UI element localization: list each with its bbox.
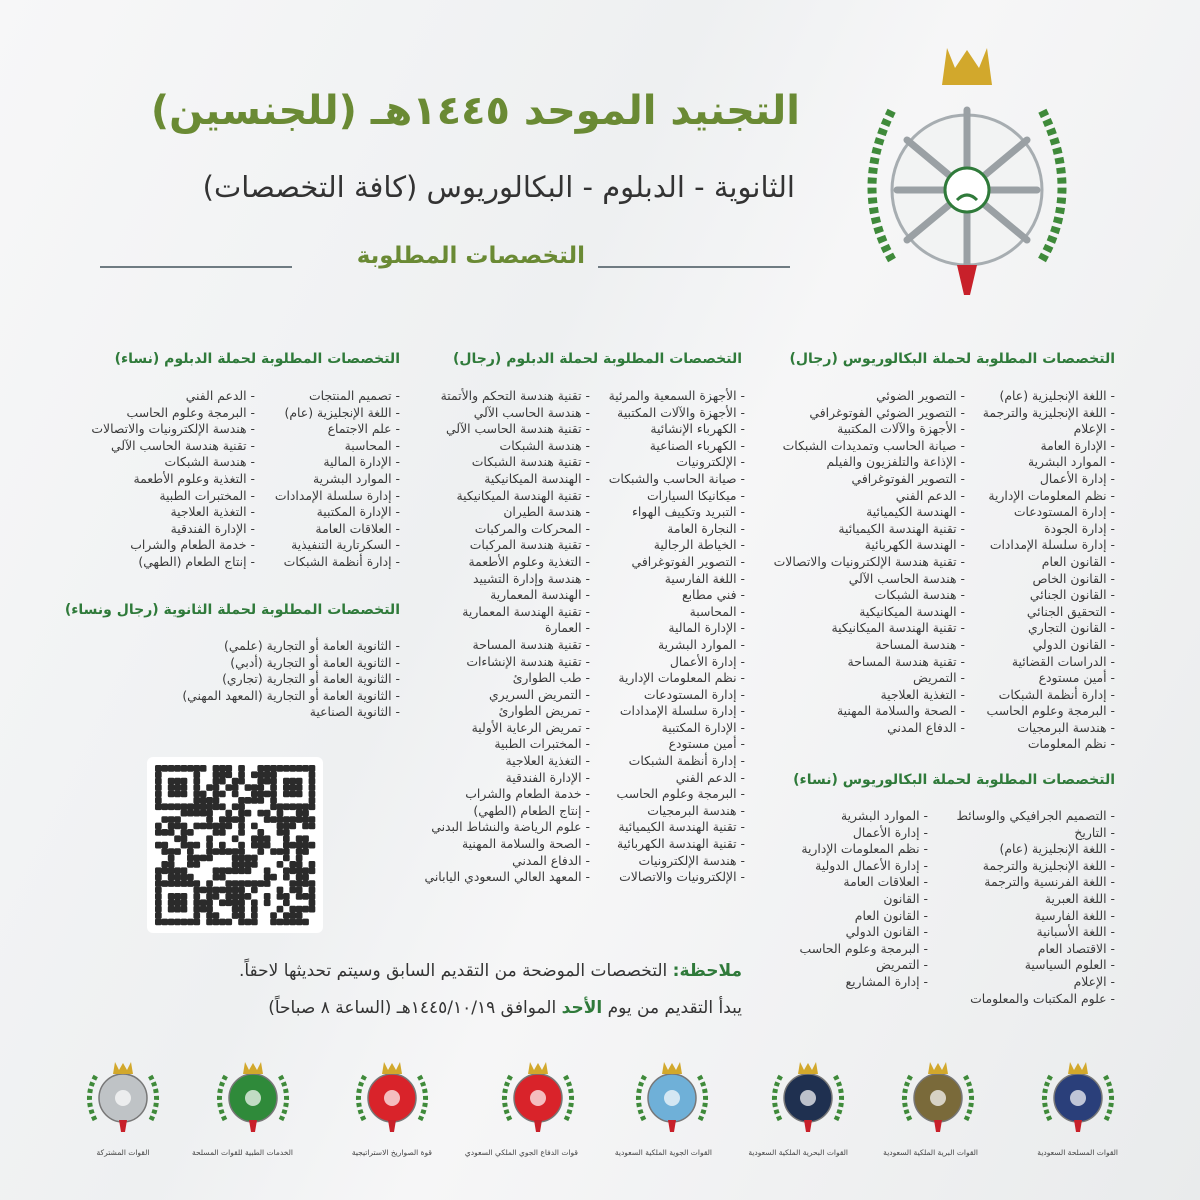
list-item: - ميكانيكا السيارات xyxy=(609,488,745,505)
list-item: - المختبرات الطبية xyxy=(91,488,255,505)
list-item: - القانون xyxy=(800,891,928,908)
list-item: - اللغة الإنجليزية (عام) xyxy=(275,405,400,422)
force-logo-label: قوة الصواريخ الاستراتيجية xyxy=(351,1148,432,1157)
divider-right xyxy=(598,266,790,268)
list-item: - الصحة والسلامة المهنية xyxy=(425,836,590,853)
page-subtitle: الثانوية - الدبلوم - البكالوريوس (كافة التخصصات) xyxy=(202,170,795,204)
list-item: - هندسة الحاسب الآلي xyxy=(774,571,965,588)
list-item: - التحقيق الجنائي xyxy=(983,604,1115,621)
list-item: - الهندسة المعمارية xyxy=(425,587,590,604)
list-item: - تمريض الرعاية الأولية xyxy=(425,720,590,737)
main-emblem xyxy=(852,40,1082,302)
list-item: - خدمة الطعام والشراب xyxy=(91,537,255,554)
qr-code-icon xyxy=(147,757,323,933)
list-item: - الدعم الفني xyxy=(609,770,745,787)
note-label: ملاحظة: xyxy=(672,961,742,981)
section-title-bachelor-women: التخصصات المطلوبة لحملة البكالوريوس (نساء) xyxy=(793,772,1115,788)
list-item: - هندسة الإلكترونيات والاتصالات xyxy=(91,421,255,438)
list-item: - اللغة الفرنسية والترجمة xyxy=(957,874,1115,891)
list-item: - هندسة الحاسب الآلي xyxy=(425,405,590,422)
list-item: - هندسة وإدارة التشييد xyxy=(425,571,590,588)
list-item: - أمين مستودع xyxy=(609,736,745,753)
list-item: - نظم المعلومات الإدارية xyxy=(609,670,745,687)
page-title: التجنيد الموحد ١٤٤٥هـ (للجنسين) xyxy=(150,88,800,134)
list-item: - العلاقات العامة xyxy=(275,521,400,538)
force-logo xyxy=(883,1058,978,1157)
list-item: - تقنية الهندسة الكهربائية xyxy=(609,836,745,853)
list-item: - التمريض xyxy=(800,957,928,974)
list-item: - علوم الرياضة والنشاط البدني xyxy=(425,819,590,836)
force-logo xyxy=(614,1058,712,1157)
list-item: - القانون العام xyxy=(983,554,1115,571)
list-item: - تقنية هندسة المساحة xyxy=(774,654,965,671)
list-item: - إدارة أنظمة الشبكات xyxy=(983,687,1115,704)
qr-code[interactable] xyxy=(147,757,323,933)
list-item: - التمريض السريري xyxy=(425,687,590,704)
list-item: - التمريض xyxy=(774,670,965,687)
list-item: - علوم المكتبات والمعلومات xyxy=(957,991,1115,1008)
list-item: - تمريض الطوارئ xyxy=(425,703,590,720)
list-item: - إدارة الأعمال xyxy=(983,471,1115,488)
required-specializations-heading: التخصصات المطلوبة xyxy=(356,243,585,269)
list-item: - إنتاج الطعام (الطهي) xyxy=(425,803,590,820)
list-item: - الإدارة المالية xyxy=(275,454,400,471)
list-item: - تقنية الهندسة الكيميائية xyxy=(609,819,745,836)
list-item: - الهندسة الميكانيكية xyxy=(425,471,590,488)
list-item: - الثانوية العامة أو التجارية (أدبي) xyxy=(182,655,400,672)
list-item: - المحاسبة xyxy=(275,438,400,455)
list-item: - القانون الدولي xyxy=(800,924,928,941)
list-item: - البرمجة وعلوم الحاسب xyxy=(609,786,745,803)
start-date-line xyxy=(268,998,742,1018)
list-item: - الصحة والسلامة المهنية xyxy=(774,703,965,720)
list-item: - إدارة سلسلة الإمدادات xyxy=(609,703,745,720)
force-logo xyxy=(748,1058,848,1157)
section-title-diploma-women: التخصصات المطلوبة لحملة الدبلوم (نساء) xyxy=(114,351,400,367)
list-item: - الثانوية العامة أو التجارية (علمي) xyxy=(182,638,400,655)
force-logo xyxy=(83,1058,163,1157)
list-item: - الأجهزة والآلات المكتبية xyxy=(774,421,965,438)
list-item: - الإعلام xyxy=(957,974,1115,991)
list-item: - الإلكترونيات xyxy=(609,454,745,471)
bachelor-men-list-1 xyxy=(983,388,1115,753)
list-item: - هندسة الشبكات xyxy=(425,438,590,455)
list-item: - الكهرباء الإنشائية xyxy=(609,421,745,438)
list-item: - البرمجة وعلوم الحاسب xyxy=(91,405,255,422)
list-item: - التصوير الفوتوغرافي xyxy=(609,554,745,571)
list-item: - اللغة الإنجليزية والترجمة xyxy=(983,405,1115,422)
list-item: - الدعم الفني xyxy=(774,488,965,505)
list-item: - تقنية هندسة المساحة xyxy=(425,637,590,654)
force-logo-label: القوات الجوية الملكية السعودية xyxy=(614,1148,712,1157)
list-item: - القانون التجاري xyxy=(983,620,1115,637)
list-item: - نظم المعلومات الإدارية xyxy=(800,841,928,858)
list-item: - القانون الجنائي xyxy=(983,587,1115,604)
list-item: - إدارة المستودعات xyxy=(609,687,745,704)
list-item: - إدارة المستودعات xyxy=(983,504,1115,521)
bachelor-women-list-1 xyxy=(957,808,1115,1007)
list-item: - الإدارة المالية xyxy=(609,620,745,637)
list-item: - إدارة الجودة xyxy=(983,521,1115,538)
list-item: - التغذية العلاجية xyxy=(774,687,965,704)
list-item: - الموارد البشرية xyxy=(800,808,928,825)
list-item: - الثانوية العامة أو التجارية (المعهد المهني) xyxy=(182,688,400,705)
list-item: - العلاقات العامة xyxy=(800,874,928,891)
list-item: - الإدارة العامة xyxy=(983,438,1115,455)
list-item: - الموارد البشرية xyxy=(275,471,400,488)
list-item: - هندسة الشبكات xyxy=(774,587,965,604)
list-item: - الموارد البشرية xyxy=(983,454,1115,471)
list-item: - الكهرباء الصناعية xyxy=(609,438,745,455)
list-item: - إدارة سلسلة الإمدادات xyxy=(983,537,1115,554)
list-item: - اللغة الإنجليزية (عام) xyxy=(957,841,1115,858)
list-item: - التاريخ xyxy=(957,825,1115,842)
emblem-icon xyxy=(768,1058,848,1136)
emblem-icon xyxy=(1038,1058,1118,1136)
force-logo xyxy=(352,1058,432,1157)
list-item: - القانون الدولي xyxy=(983,637,1115,654)
bachelor-women-list-2 xyxy=(800,808,928,991)
list-item: - هندسة الإلكترونيات xyxy=(609,853,745,870)
list-item: - الإذاعة والتلفزيون والفيلم xyxy=(774,454,965,471)
list-item: - التغذية وعلوم الأطعمة xyxy=(91,471,255,488)
section-title-bachelor-men: التخصصات المطلوبة لحملة البكالوريوس (رجال) xyxy=(789,351,1115,367)
secondary-list xyxy=(182,638,400,721)
list-item: - إدارة أنظمة الشبكات xyxy=(609,753,745,770)
force-logo-label: الخدمات الطبية للقوات المسلحة xyxy=(191,1148,293,1157)
list-item: - إنتاج الطعام (الطهي) xyxy=(91,554,255,571)
list-item: - المحاسبة xyxy=(609,604,745,621)
divider-left xyxy=(100,266,292,268)
list-item: - أمين مستودع xyxy=(983,670,1115,687)
note-text: التخصصات الموضحة من التقديم السابق وسيتم تحديثها لاحقاً. xyxy=(238,961,673,981)
list-item: - تقنية هندسة الشبكات xyxy=(425,454,590,471)
list-item: - الإدارة الفندقية xyxy=(425,770,590,787)
list-item: - المعهد العالي السعودي الياباني xyxy=(425,869,590,886)
list-item: - اللغة الفارسية xyxy=(609,571,745,588)
list-item: - العمارة xyxy=(425,620,590,637)
list-item: - التبريد وتكييف الهواء xyxy=(609,504,745,521)
list-item: - الإدارة المكتبية xyxy=(275,504,400,521)
diploma-women-list-1 xyxy=(275,388,400,571)
list-item: - الدفاع المدني xyxy=(425,853,590,870)
force-logo xyxy=(1038,1058,1118,1157)
list-item: - التصميم الجرافيكي والوسائط xyxy=(957,808,1115,825)
list-item: - الإلكترونيات والاتصالات xyxy=(609,869,745,886)
list-item: - هندسة الشبكات xyxy=(91,454,255,471)
list-item: - التصوير الضوئي xyxy=(774,388,965,405)
start-day: الأحد xyxy=(561,998,603,1018)
start-prefix: يبدأ التقديم من يوم xyxy=(602,998,742,1018)
list-item: - تقنية هندسة المركبات xyxy=(425,537,590,554)
list-item: - المختبرات الطبية xyxy=(425,736,590,753)
list-item: - اللغة الإنجليزية والترجمة xyxy=(957,858,1115,875)
list-item: - الهندسة الميكانيكية xyxy=(774,604,965,621)
list-item: - الموارد البشرية xyxy=(609,637,745,654)
list-item: - السكرتارية التنفيذية xyxy=(275,537,400,554)
list-item: - تقنية هندسة التحكم والأتمتة xyxy=(425,388,590,405)
list-item: - النجارة العامة xyxy=(609,521,745,538)
list-item: - التصوير الفوتوغرافي xyxy=(774,471,965,488)
emblem-icon xyxy=(83,1058,163,1136)
diploma-men-list-1 xyxy=(609,388,745,886)
list-item: - الإدارة الفندقية xyxy=(91,521,255,538)
force-logo xyxy=(191,1058,293,1157)
list-item: - تصميم المنتجات xyxy=(275,388,400,405)
list-item: - الإدارة المكتبية xyxy=(609,720,745,737)
list-item: - الدراسات القضائية xyxy=(983,654,1115,671)
list-item: - اللغة العبرية xyxy=(957,891,1115,908)
bachelor-men-list-2 xyxy=(774,388,965,736)
list-item: - التغذية وعلوم الأطعمة xyxy=(425,554,590,571)
list-item: - الخياطة الرجالية xyxy=(609,537,745,554)
list-item: - نظم المعلومات الإدارية xyxy=(983,488,1115,505)
emblem-icon xyxy=(632,1058,712,1136)
list-item: - إدارة المشاريع xyxy=(800,974,928,991)
list-item: - هندسة البرمجيات xyxy=(609,803,745,820)
force-logo xyxy=(464,1058,578,1157)
force-logo-label: القوات المشتركة xyxy=(96,1148,150,1157)
emblem-icon xyxy=(498,1058,578,1136)
list-item: - اللغة الأسبانية xyxy=(957,924,1115,941)
list-item: - الدعم الفني xyxy=(91,388,255,405)
list-item: - تقنية الهندسة الكيميائية xyxy=(774,521,965,538)
list-item: - القانون العام xyxy=(800,908,928,925)
emblem-icon xyxy=(898,1058,978,1136)
list-item: - إدارة الأعمال الدولية xyxy=(800,858,928,875)
list-item: - هندسة البرمجيات xyxy=(983,720,1115,737)
list-item: - الاقتصاد العام xyxy=(957,941,1115,958)
list-item: - العلوم السياسية xyxy=(957,957,1115,974)
list-item: - علم الاجتماع xyxy=(275,421,400,438)
section-title-diploma-men: التخصصات المطلوبة لحملة الدبلوم (رجال) xyxy=(452,351,742,367)
list-item: - التصوير الضوئي الفوتوغرافي xyxy=(774,405,965,422)
list-item: - طب الطوارئ xyxy=(425,670,590,687)
list-item: - تقنية هندسة الحاسب الآلي xyxy=(91,438,255,455)
list-item: - الثانوية الصناعية xyxy=(182,704,400,721)
list-item: - تقنية الهندسة المعمارية xyxy=(425,604,590,621)
force-logo-label: قوات الدفاع الجوي الملكي السعودي xyxy=(464,1148,578,1157)
list-item: - البرمجة وعلوم الحاسب xyxy=(800,941,928,958)
list-item: - الهندسة الكيميائية xyxy=(774,504,965,521)
emblem-icon xyxy=(213,1058,293,1136)
diploma-men-list-2 xyxy=(425,388,590,886)
list-item: - الدفاع المدني xyxy=(774,720,965,737)
list-item: - المحركات والمركبات xyxy=(425,521,590,538)
list-item: - صيانة الحاسب والشبكات xyxy=(609,471,745,488)
list-item: - إدارة أنظمة الشبكات xyxy=(275,554,400,571)
list-item: - الأجهزة السمعية والمرئية xyxy=(609,388,745,405)
start-date: الموافق ١٤٤٥/١٠/١٩هـ (الساعة ٨ صباحاً) xyxy=(268,998,562,1018)
section-title-secondary: التخصصات المطلوبة لحملة الثانوية (رجال ونساء) xyxy=(64,602,400,618)
list-item: - تقنية هندسة الإنشاءات xyxy=(425,654,590,671)
list-item: - التغذية العلاجية xyxy=(91,504,255,521)
list-item: - إدارة سلسلة الإمدادات xyxy=(275,488,400,505)
note-line xyxy=(239,961,742,981)
list-item: - هندسة المساحة xyxy=(774,637,965,654)
list-item: - صيانة الحاسب وتمديدات الشبكات xyxy=(774,438,965,455)
list-item: - البرمجة وعلوم الحاسب xyxy=(983,703,1115,720)
list-item: - تقنية هندسة الحاسب الآلي xyxy=(425,421,590,438)
diploma-women-list-2 xyxy=(91,388,255,571)
list-item: - الإعلام xyxy=(983,421,1115,438)
list-item: - هندسة الطيران xyxy=(425,504,590,521)
list-item: - الهندسة الكهربائية xyxy=(774,537,965,554)
force-logo-label: القوات البرية الملكية السعودية xyxy=(883,1148,978,1157)
list-item: - تقنية الهندسة الميكانيكية xyxy=(425,488,590,505)
list-item: - خدمة الطعام والشراب xyxy=(425,786,590,803)
list-item: - نظم المعلومات xyxy=(983,736,1115,753)
list-item: - تقنية الهندسة الميكانيكية xyxy=(774,620,965,637)
force-logo-label: القوات البحرية الملكية السعودية xyxy=(748,1148,848,1157)
list-item: - إدارة الأعمال xyxy=(609,654,745,671)
list-item: - تقنية هندسة الإلكترونيات والاتصالات xyxy=(774,554,965,571)
list-item: - إدارة الأعمال xyxy=(800,825,928,842)
force-logo-label: القوات المسلحة السعودية xyxy=(1037,1148,1118,1157)
list-item: - التغذية العلاجية xyxy=(425,753,590,770)
list-item: - الأجهزة والآلات المكتبية xyxy=(609,405,745,422)
list-item: - فني مطابع xyxy=(609,587,745,604)
emblem-icon xyxy=(352,1058,432,1136)
list-item: - الثانوية العامة أو التجارية (تجاري) xyxy=(182,671,400,688)
list-item: - اللغة الإنجليزية (عام) xyxy=(983,388,1115,405)
list-item: - اللغة الفارسية xyxy=(957,908,1115,925)
list-item: - القانون الخاص xyxy=(983,571,1115,588)
